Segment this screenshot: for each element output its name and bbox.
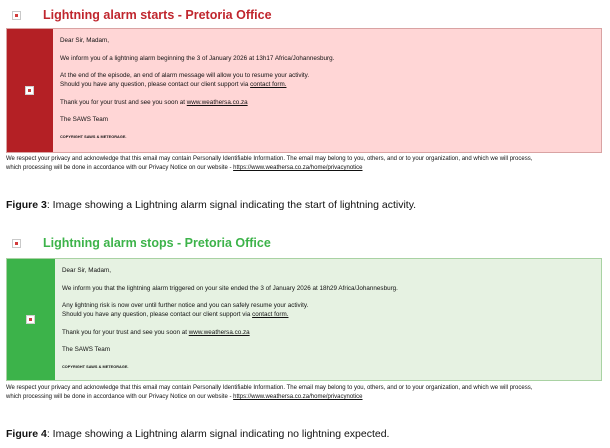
- stop-alarm-message: [55, 259, 404, 380]
- message-line: We inform you that the lightning alarm triggered on your site ended the 3 of January 2026 at 18h29 Africa/Johannesburg.: [62, 284, 398, 292]
- greeting: Dear Sir, Madam,: [62, 267, 111, 274]
- start-alarm-message: [53, 29, 340, 152]
- broken-image-icon: [12, 239, 21, 248]
- greeting: Dear Sir, Madam,: [60, 37, 109, 44]
- broken-image-icon: [12, 11, 21, 20]
- start-alarm-stripe: [7, 29, 53, 152]
- broken-image-icon: [25, 86, 34, 95]
- copyright-notice: COPYRIGHT SAWS & METEORAGE.: [60, 134, 127, 139]
- message-line: At the end of the episode, an end of alarm message will allow you to resume your activity.: [60, 72, 310, 79]
- privacy-notice: We respect your privacy and acknowledge that this email may contain Personally Identifiable Information. The email may belong to you, others, and or to your organization, and which we will process, which processing will be done in accordance with our Privacy Notice on our website - https://www.weathersa.co.za/home/privacynotice: [6, 385, 533, 400]
- website-link[interactable]: www.weathersa.co.za: [186, 98, 248, 106]
- broken-image-icon: [26, 315, 35, 324]
- message-line: We inform you of a lightning alarm beginning the 3 of January 2026 at 13h17 Africa/Johannesburg.: [60, 54, 335, 62]
- message-line: Should you have any question, please contact our client support via contact form.: [60, 81, 287, 88]
- start-title-row: [12, 6, 272, 24]
- thanks-line: Thank you for your trust and see you soon at www.weathersa.co.za: [62, 328, 250, 336]
- figure-3-caption: Figure 3: Image showing a Lightning alarm signal indicating the start of lightning activity.: [6, 199, 417, 211]
- figure-4-caption: Figure 4: Image showing a Lightning alarm signal indicating no lightning expected.: [6, 428, 390, 440]
- contact-form-link[interactable]: contact form.: [252, 311, 289, 318]
- stop-alarm-title: Lightning alarm stops - Pretoria Office: [43, 236, 271, 250]
- team-signature: The SAWS Team: [62, 346, 110, 353]
- stop-alarm-stripe: [7, 259, 55, 380]
- start-alarm-title: Lightning alarm starts - Pretoria Office: [43, 8, 272, 22]
- stop-alarm-panel: [6, 258, 602, 381]
- thanks-line: Thank you for your trust and see you soon at www.weathersa.co.za: [60, 98, 248, 106]
- message-line: Should you have any question, please contact our client support via contact form.: [62, 311, 289, 318]
- privacy-notice: We respect your privacy and acknowledge that this email may contain Personally Identifiable Information. The email may belong to you, others, and or to your organization, and which we will process, which processing will be done in accordance with our Privacy Notice on our website - https://www.weathersa.co.za/home/privacynotice: [6, 156, 533, 171]
- start-alarm-panel: [6, 28, 602, 153]
- website-link[interactable]: www.weathersa.co.za: [188, 328, 250, 336]
- copyright-notice: COPYRIGHT SAWS & METEORAGE.: [62, 364, 129, 369]
- contact-form-link[interactable]: contact form.: [250, 81, 287, 88]
- privacy-notice-link[interactable]: https://www.weathersa.co.za/home/privacynotice: [233, 394, 363, 400]
- privacy-notice-link[interactable]: https://www.weathersa.co.za/home/privacynotice: [233, 165, 363, 171]
- team-signature: The SAWS Team: [60, 116, 108, 123]
- stop-title-row: [12, 234, 271, 252]
- message-line: Any lightning risk is now over until further notice and you can safely resume your activity.: [62, 302, 309, 309]
